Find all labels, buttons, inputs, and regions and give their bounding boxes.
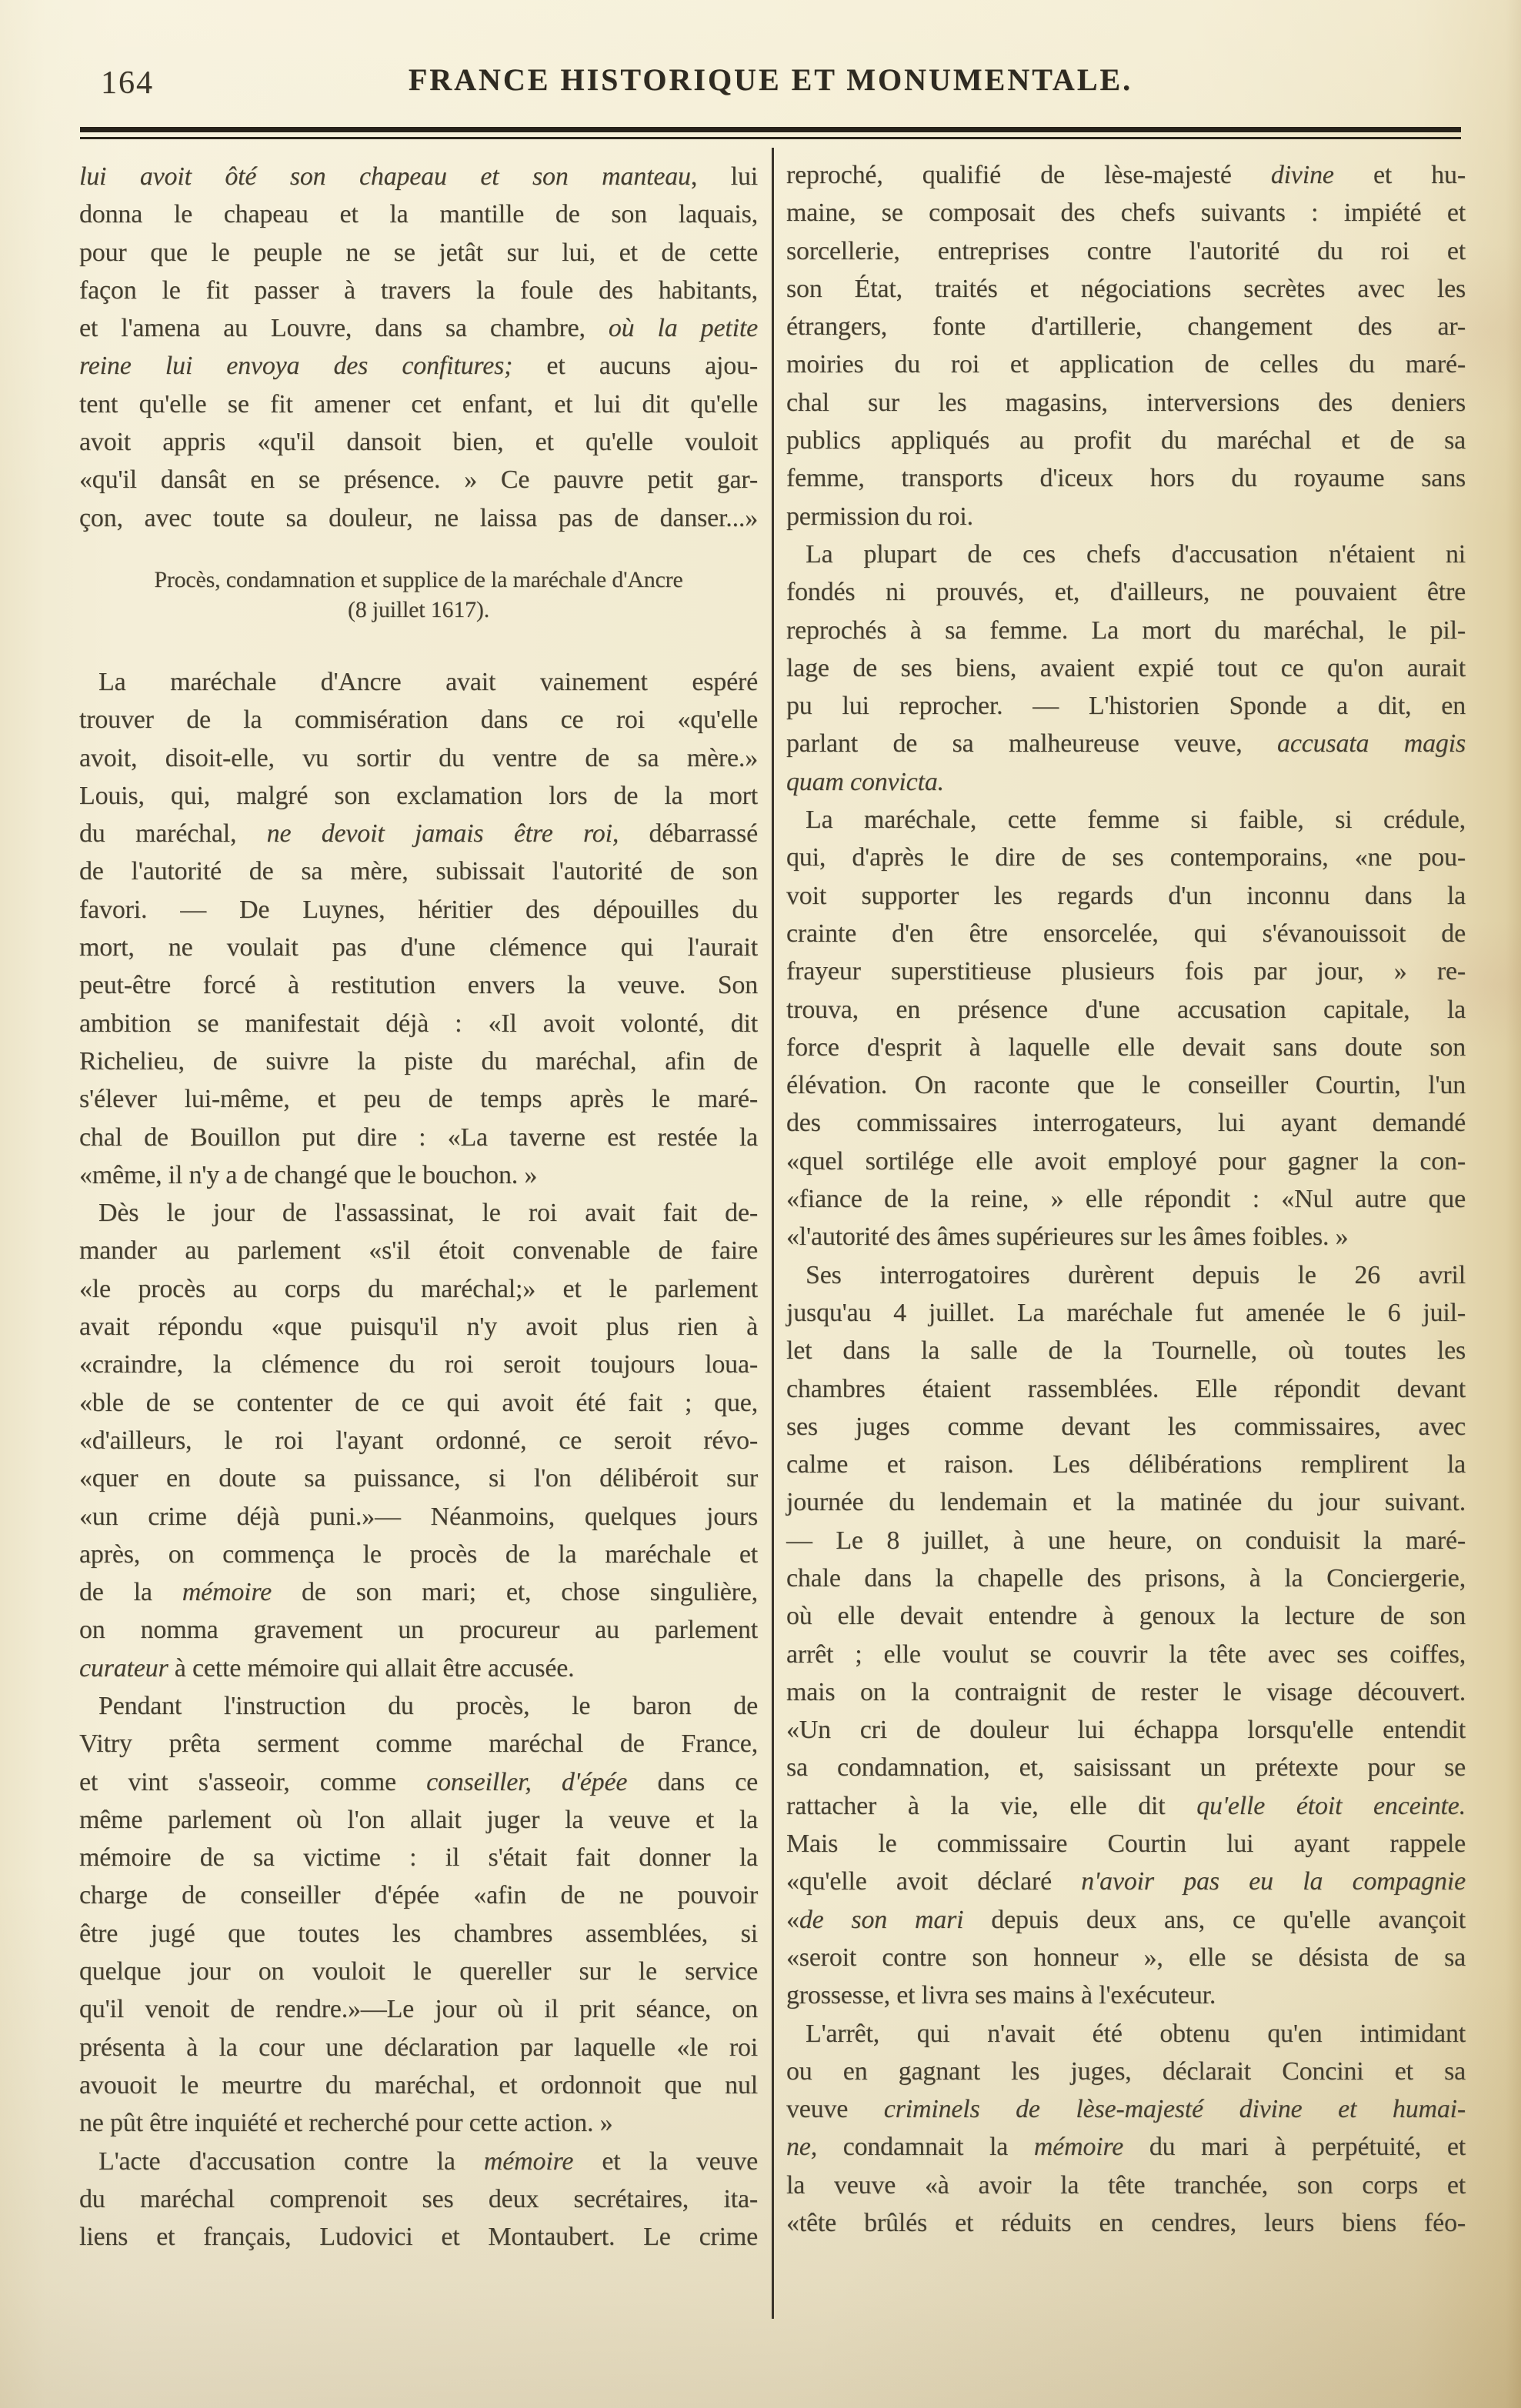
text-line: «le procès au corps du maréchal;» et le parlement <box>79 1274 758 1303</box>
text-line: son État, traités et négociations secrètes avec les <box>786 274 1466 303</box>
text-line: pour que le peuple ne se jetât sur lui, et de cette <box>79 238 758 267</box>
text-line: Pendant l'instruction du procès, le baron de <box>98 1691 758 1720</box>
text-line: des commissaires interrogateurs, lui ayant demandé <box>786 1109 1466 1138</box>
text-line: curateur à cette mémoire qui allait être accusée. <box>79 1653 575 1683</box>
text-line: étrangers, fonte d'artillerie, changement des ar- <box>786 312 1466 342</box>
text-line: peut-être forcé à restitution envers la veuve. Son <box>79 971 758 1000</box>
page-number: 164 <box>101 65 154 101</box>
text-line: ambition se manifestait déjà : «Il avoit volonté, dit <box>79 1009 758 1038</box>
text-line: on nomma gravement un procureur au parlement <box>79 1616 758 1645</box>
text-line: charge de conseiller d'épée «afin de ne pouvoir <box>79 1881 758 1910</box>
paragraph <box>786 535 1466 801</box>
text-line: «l'autorité des âmes supérieures sur les âmes foibles. » <box>786 1222 1349 1252</box>
paragraph <box>786 156 1466 535</box>
text-line: chal sur les magasins, interversions des deniers <box>786 388 1466 417</box>
text-line: Mais le commissaire Courtin lui ayant rappele <box>786 1829 1466 1859</box>
text-line: qui, d'après le dire de ses contemporains, «ne pou- <box>786 843 1466 872</box>
text-line: parlant de sa malheureuse veuve, accusata magis <box>786 729 1466 759</box>
text-line: la veuve «à avoir la tête tranchée, son corps et <box>786 2170 1466 2200</box>
text-line: du maréchal comprenoit ses deux secrétaires, ita- <box>79 2184 758 2213</box>
text-line: avoit, disoit-elle, vu sortir du ventre de sa mère.» <box>79 743 758 772</box>
text-line: veuve criminels de lèse-majesté divine et humai- <box>786 2095 1466 2124</box>
text-line: donna le chapeau et la mantille de son laquais, <box>79 200 758 229</box>
text-line: grossesse, et livra ses mains à l'exécuteur. <box>786 1981 1216 2010</box>
right-column <box>786 156 1466 2242</box>
text-line: voit supporter les regards d'un inconnu dans la <box>786 881 1466 910</box>
text-line: mander au parlement «s'il étoit convenable de faire <box>79 1236 758 1266</box>
text-line: reprochés à sa femme. La mort du maréchal, le pil- <box>786 615 1466 645</box>
text-line: lui avoit ôté son chapeau et son manteau, lui <box>79 162 758 191</box>
text-line: «même, il n'y a de changé que le bouchon. » <box>79 1160 538 1189</box>
text-line: La maréchale d'Ancre avait vainement espéré <box>98 667 758 696</box>
text-line: avait répondu «que puisqu'il n'y avoit plus rien à <box>79 1312 758 1342</box>
text-line: trouver de la commisération dans ce roi «qu'elle <box>79 705 758 735</box>
text-line: femme, transports d'iceux hors du royaume sans <box>786 464 1466 493</box>
left-column <box>79 158 758 2256</box>
text-line: let dans la salle de la Tournelle, où toutes les <box>786 1336 1466 1366</box>
header-rule <box>80 127 1461 139</box>
text-line: lage de ses biens, avaient expié tout ce qu'on aurait <box>786 653 1466 682</box>
text-line: ou en gagnant les juges, déclarait Concini et sa <box>786 2056 1466 2086</box>
text-line: La maréchale, cette femme si faible, si crédule, <box>806 805 1466 835</box>
text-line: pu lui reprocher. — L'historien Sponde a dit, en <box>786 692 1466 721</box>
paragraph <box>79 1687 758 2143</box>
text-line: liens et français, Ludovici et Montaubert. Le crime <box>79 2223 758 2252</box>
text-line: crainte d'en être ensorcelée, qui s'évanouissoit de <box>786 919 1466 948</box>
text-line: sorcellerie, entreprises contre l'autorité du roi et <box>786 236 1466 265</box>
text-line: — Le 8 juillet, à une heure, on conduisit la maré- <box>786 1526 1466 1555</box>
text-line: jusqu'au 4 juillet. La maréchale fut amenée le 6 juil- <box>786 1298 1466 1327</box>
text-line: «seroit contre son honneur », elle se désista de sa <box>786 1943 1466 1972</box>
paragraph <box>79 663 758 1194</box>
text-line: «qu'il dansât en se présence. » Ce pauvre petit gar- <box>79 465 758 495</box>
text-line: «qu'elle avoit déclaré n'avoir pas eu la compagnie <box>786 1867 1466 1896</box>
text-line: favori. — De Luynes, héritier des dépouilles du <box>79 895 758 924</box>
paragraph <box>786 801 1466 1256</box>
text-line: mort, ne voulait pas d'une clémence qui l'aurait <box>79 933 758 962</box>
text-line: ne pût être inquiété et recherché pour cette action. » <box>79 2109 613 2138</box>
text-line: ne, condamnait la mémoire du mari à perpétuité, et <box>786 2133 1466 2162</box>
text-line: présenta à la cour une déclaration par laquelle «le roi <box>79 2033 758 2062</box>
text-line: arrêt ; elle voulut se couvrir la tête avec ses coiffes, <box>786 1639 1466 1669</box>
text-line: «ble de se contenter de ce qui avoit été fait ; que, <box>79 1388 758 1417</box>
text-line: fondés ni prouvés, et, d'ailleurs, ne pouvaient être <box>786 578 1466 607</box>
text-line: maine, se composait des chefs suivants : impiété et <box>786 198 1466 228</box>
text-line: et vint s'asseoir, comme conseiller, d'épée dans ce <box>79 1767 759 1796</box>
text-line: çon, avec toute sa douleur, ne laissa pas de danser...» <box>79 503 758 532</box>
text-line: L'arrêt, qui n'avait été obtenu qu'en intimidant <box>806 2019 1466 2048</box>
text-line: La plupart de ces chefs d'accusation n'étaient ni <box>806 539 1466 569</box>
text-line: de la mémoire de son mari; et, chose singulière, <box>79 1578 758 1607</box>
text-line: quelque jour on vouloit le quereller sur le service <box>79 1957 758 1986</box>
text-line: après, on commença le procès de la maréchale et <box>79 1539 758 1569</box>
section-heading <box>79 565 758 625</box>
text-line: moiries du roi et application de celles du maré- <box>786 350 1466 379</box>
text-line: mémoire de sa victime : il s'était fait donner la <box>79 1843 758 1873</box>
text-line: qu'il venoit de rendre.»—Le jour où il prit séance, on <box>79 1995 758 2024</box>
text-line: chale dans la chapelle des prisons, à la Conciergerie, <box>786 1563 1466 1593</box>
column-divider <box>772 148 774 2319</box>
text-line: chambres étaient rassemblées. Elle répondit devant <box>786 1374 1466 1403</box>
text-line: rattacher à la vie, elle dit qu'elle étoit enceinte. <box>786 1791 1466 1820</box>
text-line: de l'autorité de sa mère, subissait l'autorité de son <box>79 857 758 886</box>
text-line: frayeur superstitieuse plusieurs fois par jour, » re- <box>786 957 1466 986</box>
running-title: FRANCE HISTORIQUE ET MONUMENTALE. <box>408 62 1133 97</box>
text-line: avoit appris «qu'il dansoit bien, et qu'elle vouloit <box>79 428 758 457</box>
text-line: même parlement où l'on allait juger la veuve et la <box>79 1805 758 1834</box>
text-line: journée du lendemain et la matinée du jour suivant. <box>786 1488 1466 1517</box>
text-line: «quel sortilége elle avoit employé pour gagner la con- <box>786 1146 1466 1176</box>
text-line: où elle devait entendre à genoux la lecture de son <box>786 1602 1466 1631</box>
text-line: quam convicta. <box>786 767 944 796</box>
text-line: permission du roi. <box>786 502 973 531</box>
text-line: Ses interrogatoires durèrent depuis le 26 avril <box>806 1260 1466 1289</box>
text-line: L'acte d'accusation contre la mémoire et la veuve <box>98 2146 758 2176</box>
text-line: «craindre, la clémence du roi seroit toujours loua- <box>79 1350 758 1379</box>
text-line: mais on la contraignit de rester le visage découvert. <box>786 1677 1466 1706</box>
text-line: reproché, qualifié de lèse-majesté divine et hu- <box>786 161 1466 189</box>
text-line: «Un cri de douleur lui échappa lorsqu'elle entendit <box>786 1716 1466 1745</box>
text-line: Vitry prêta serment comme maréchal de France, <box>79 1729 758 1759</box>
text-line: «tête brûlés et réduits en cendres, leurs biens féo- <box>786 2209 1466 2238</box>
paragraph <box>786 1256 1466 2015</box>
text-line: et l'amena au Louvre, dans sa chambre, où la petite <box>79 314 758 343</box>
text-line: sa condamnation, et, saisissant un prétexte pour se <box>786 1753 1466 1783</box>
text-line: «un crime déjà puni.»— Néanmoins, quelques jours <box>79 1502 758 1531</box>
text-line: publics appliqués au profit du maréchal et de sa <box>786 426 1466 455</box>
text-line: ses juges comme devant les commissaires, avec <box>786 1412 1466 1441</box>
text-line: façon le fit passer à travers la foule des habitants, <box>79 275 758 305</box>
heading-line: (8 juillet 1617). <box>347 596 490 622</box>
text-line: Louis, qui, malgré son exclamation lors de la mort <box>79 781 758 810</box>
text-line: du maréchal, ne devoit jamais être roi, débarrassé <box>79 819 758 849</box>
text-line: «fiance de la reine, » elle répondit : «Nul autre que <box>786 1185 1466 1214</box>
text-line: Richelieu, de suivre la piste du maréchal, afin de <box>79 1046 758 1076</box>
heading-line: Procès, condamnation et supplice de la maréchale d'Ancre <box>154 566 683 592</box>
text-line: élévation. On raconte que le conseiller Courtin, l'un <box>786 1071 1466 1100</box>
text-line: calme et raison. Les délibérations remplirent la <box>786 1450 1466 1479</box>
text-line: être jugé que toutes les chambres assemblées, si <box>79 1919 758 1948</box>
paragraph <box>786 2015 1466 2243</box>
text-line: chal de Bouillon put dire : «La taverne est restée la <box>79 1122 758 1152</box>
text-line: force d'esprit à laquelle elle devait sans doute son <box>786 1032 1466 1062</box>
text-line: avouoit le meurtre du maréchal, et ordonnoit que nul <box>79 2070 758 2099</box>
text-line: tent qu'elle se fit amener cet enfant, et lui dit qu'elle <box>79 389 758 419</box>
paragraph <box>79 1194 758 1687</box>
paragraph <box>79 2143 758 2256</box>
paragraph <box>79 158 758 537</box>
text-line: trouva, en présence d'une accusation capitale, la <box>786 995 1466 1024</box>
text-line: «de son mari depuis deux ans, ce qu'elle avançoit <box>786 1905 1466 1934</box>
text-line: «quer en doute sa puissance, si l'on délibéroit sur <box>79 1464 758 1493</box>
text-line: reine lui envoya des confitures; et aucuns ajou- <box>79 352 758 381</box>
text-line: s'élever lui-même, et peu de temps après le maré- <box>79 1085 758 1114</box>
text-line: Dès le jour de l'assassinat, le roi avait fait de- <box>98 1199 758 1228</box>
text-line: «d'ailleurs, le roi l'ayant ordonné, ce seroit révo- <box>79 1426 758 1455</box>
